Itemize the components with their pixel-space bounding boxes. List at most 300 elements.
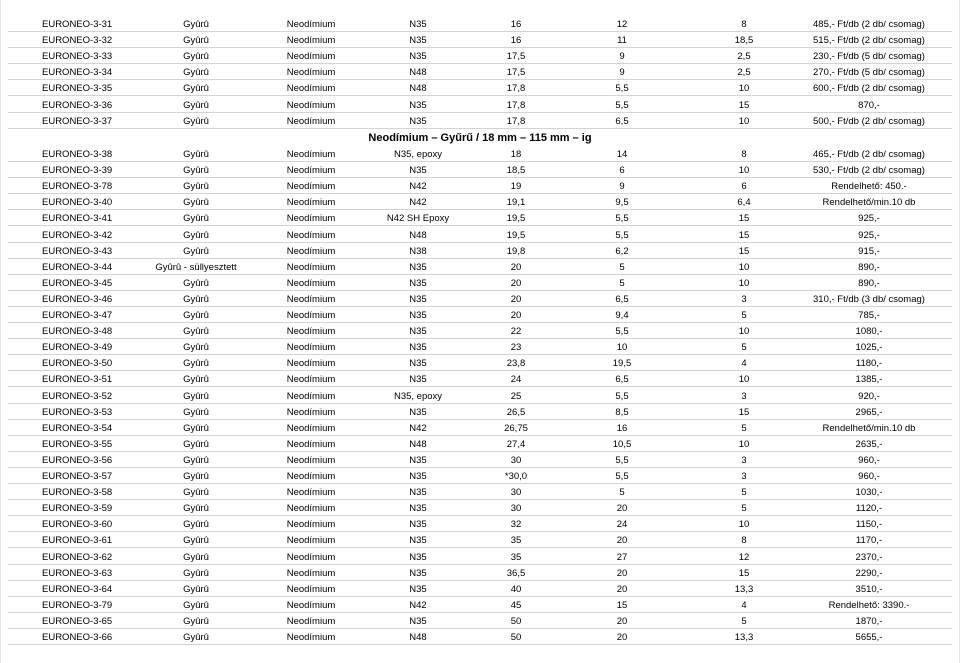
inner-diameter-cell: 20 <box>616 632 628 643</box>
shape-cell: Gyûrû <box>183 181 209 193</box>
price-cell: 600,- Ft/db (2 db/ csomag) <box>813 83 925 95</box>
shape-cell: Gyûrû <box>183 599 209 611</box>
inner-diameter-cell: 10,5 <box>612 438 632 450</box>
outer-diameter-cell: 23 <box>510 342 522 354</box>
grade-cell: N35 <box>409 277 427 289</box>
shape-cell: Gyûrû <box>183 632 209 643</box>
outer-diameter-cell: 40 <box>510 583 522 595</box>
outer-diameter-cell: 45 <box>510 599 522 611</box>
inner-diameter-cell: 5,5 <box>615 454 629 466</box>
outer-diameter-cell: 20 <box>510 293 522 305</box>
height-cell: 5 <box>741 342 747 354</box>
material-cell: Neodímium <box>286 551 336 563</box>
price-cell: 500,- Ft/db (2 db/ csomag) <box>813 115 925 127</box>
table-row <box>0 339 960 355</box>
price-cell: Rendelhető: 3390.- <box>828 599 910 611</box>
shape-cell: Gyûrû <box>183 245 209 257</box>
grade-cell: N35 <box>409 583 427 595</box>
height-cell: 8 <box>741 149 747 160</box>
material-cell: Neodímium <box>286 615 336 627</box>
price-cell: Rendelhető/min.10 db <box>822 422 916 434</box>
grade-cell: N35 <box>409 406 427 418</box>
price-cell: 1180,- <box>855 358 883 370</box>
height-cell: 10 <box>738 261 750 273</box>
table-row <box>0 436 960 452</box>
grade-cell: N42 <box>409 599 427 611</box>
inner-diameter-cell: 20 <box>616 535 628 547</box>
price-cell: 920,- <box>858 390 880 402</box>
table-row <box>0 80 960 96</box>
table-row <box>0 452 960 468</box>
inner-diameter-cell: 5,5 <box>615 229 629 241</box>
grade-cell: N35 <box>409 99 427 111</box>
outer-diameter-cell: 17,8 <box>506 83 526 95</box>
shape-cell: Gyûrû - süllyesztett <box>155 261 237 273</box>
product-code: EURONEO-3-41 <box>42 213 113 225</box>
product-code: EURONEO-3-66 <box>42 632 113 643</box>
table-row <box>0 420 960 436</box>
height-cell: 5 <box>741 422 747 434</box>
material-cell: Neodímium <box>286 599 336 611</box>
material-cell: Neodímium <box>286 374 336 386</box>
shape-cell: Gyûrû <box>183 551 209 563</box>
price-cell: Rendelhető: 450.- <box>831 181 907 193</box>
price-cell: 925,- <box>858 229 880 241</box>
grade-cell: N35 <box>409 293 427 305</box>
price-cell: 2290,- <box>855 567 883 579</box>
outer-diameter-cell: 20 <box>510 310 522 321</box>
shape-cell: Gyûrû <box>183 197 209 209</box>
table-row <box>0 565 960 581</box>
grade-cell: N42 SH Epoxy <box>386 213 450 225</box>
product-code: EURONEO-3-63 <box>42 567 113 579</box>
inner-diameter-cell: 6,5 <box>615 293 629 305</box>
price-cell: 2635,- <box>855 438 883 450</box>
table-row <box>0 613 960 629</box>
material-cell: Neodímium <box>286 454 336 466</box>
table-row <box>0 259 960 275</box>
table-row <box>0 484 960 500</box>
shape-cell: Gyûrû <box>183 35 209 47</box>
outer-diameter-cell: 30 <box>510 487 522 499</box>
product-code: EURONEO-3-60 <box>42 519 113 531</box>
outer-diameter-cell: 30 <box>510 454 522 466</box>
grade-cell: N35 <box>409 51 427 63</box>
table-row <box>0 194 960 210</box>
shape-cell: Gyûrû <box>183 358 209 370</box>
table-row <box>0 516 960 532</box>
inner-diameter-cell: 6,2 <box>615 245 629 257</box>
section-title: Neodímium – Gyűrű / 18 mm – 115 mm – ig <box>368 132 592 144</box>
shape-cell: Gyûrû <box>183 115 209 127</box>
material-cell: Neodímium <box>286 567 336 579</box>
outer-diameter-cell: 32 <box>510 519 522 531</box>
shape-cell: Gyûrû <box>183 438 209 450</box>
price-cell: 890,- <box>858 261 880 273</box>
height-cell: 3 <box>741 390 747 402</box>
outer-diameter-cell: 26,5 <box>506 406 526 418</box>
table-row <box>0 323 960 339</box>
shape-cell: Gyûrû <box>183 342 209 354</box>
price-cell: 1120,- <box>855 503 883 515</box>
height-cell: 15 <box>738 406 750 418</box>
table-row <box>0 468 960 484</box>
table-row <box>0 162 960 178</box>
height-cell: 8 <box>741 535 747 547</box>
material-cell: Neodímium <box>286 261 336 273</box>
grade-cell: N35 <box>409 310 427 321</box>
material-cell: Neodímium <box>286 19 336 30</box>
grade-cell: N35 <box>409 551 427 563</box>
inner-diameter-cell: 20 <box>616 583 628 595</box>
material-cell: Neodímium <box>286 245 336 257</box>
inner-diameter-cell: 12 <box>616 19 628 30</box>
shape-cell: Gyûrû <box>183 583 209 595</box>
material-cell: Neodímium <box>286 406 336 418</box>
height-cell: 4 <box>741 599 747 611</box>
table-row <box>0 64 960 80</box>
inner-diameter-cell: 8,5 <box>615 406 629 418</box>
product-code: EURONEO-3-59 <box>42 503 113 515</box>
table-row <box>0 146 960 162</box>
table-row <box>0 243 960 259</box>
inner-diameter-cell: 5 <box>619 277 625 289</box>
shape-cell: Gyûrû <box>183 277 209 289</box>
height-cell: 10 <box>738 374 750 386</box>
material-cell: Neodímium <box>286 115 336 127</box>
material-cell: Neodímium <box>286 149 336 160</box>
table-row <box>0 404 960 420</box>
shape-cell: Gyûrû <box>183 454 209 466</box>
inner-diameter-cell: 5,5 <box>615 213 629 225</box>
height-cell: 10 <box>738 519 750 531</box>
outer-diameter-cell: 19,8 <box>506 245 526 257</box>
shape-cell: Gyûrû <box>183 406 209 418</box>
shape-cell: Gyûrû <box>183 83 209 95</box>
product-code: EURONEO-3-47 <box>42 310 113 321</box>
product-code: EURONEO-3-42 <box>42 229 113 241</box>
grade-cell: N35 <box>409 326 427 338</box>
material-cell: Neodímium <box>286 293 336 305</box>
height-cell: 15 <box>738 567 750 579</box>
price-cell: 1030,- <box>855 487 883 499</box>
shape-cell: Gyûrû <box>183 503 209 515</box>
shape-cell: Gyûrû <box>183 487 209 499</box>
inner-diameter-cell: 10 <box>616 342 628 354</box>
shape-cell: Gyûrû <box>183 67 209 79</box>
material-cell: Neodímium <box>286 213 336 225</box>
product-code: EURONEO-3-46 <box>42 293 113 305</box>
product-code: EURONEO-3-49 <box>42 342 113 354</box>
outer-diameter-cell: 24 <box>510 374 522 386</box>
inner-diameter-cell: 15 <box>616 599 628 611</box>
height-cell: 2,5 <box>737 51 751 63</box>
inner-diameter-cell: 11 <box>617 35 627 47</box>
shape-cell: Gyûrû <box>183 471 209 482</box>
outer-diameter-cell: 19 <box>510 181 522 193</box>
height-cell: 10 <box>738 165 750 177</box>
shape-cell: Gyûrû <box>183 535 209 547</box>
product-code: EURONEO-3-34 <box>42 67 113 79</box>
product-code: EURONEO-3-31 <box>42 19 113 30</box>
outer-diameter-cell: 19,1 <box>506 197 526 209</box>
material-cell: Neodímium <box>286 519 336 531</box>
height-cell: 18,5 <box>734 35 754 47</box>
outer-diameter-cell: 22 <box>510 326 522 338</box>
grade-cell: N35 <box>409 19 427 30</box>
inner-diameter-cell: 6 <box>619 165 625 177</box>
grade-cell: N35 <box>409 615 427 627</box>
price-cell: 870,- <box>858 99 880 111</box>
price-cell: 785,- <box>858 310 880 321</box>
material-cell: Neodímium <box>286 229 336 241</box>
product-code: EURONEO-3-33 <box>42 51 113 63</box>
product-code: EURONEO-3-45 <box>42 277 113 289</box>
table-row <box>0 388 960 404</box>
height-cell: 3 <box>741 293 747 305</box>
price-cell: 270,- Ft/db (5 db/ csomag) <box>813 67 925 79</box>
outer-diameter-cell: 50 <box>510 632 522 643</box>
shape-cell: Gyûrû <box>183 567 209 579</box>
product-code: EURONEO-3-36 <box>42 99 113 111</box>
inner-diameter-cell: 9,5 <box>615 197 629 209</box>
grade-cell: N35 <box>409 358 427 370</box>
material-cell: Neodímium <box>286 99 336 111</box>
table-row <box>0 597 960 613</box>
grade-cell: N48 <box>409 67 427 79</box>
table-row <box>0 307 960 323</box>
grade-cell: N35 <box>409 471 427 482</box>
table-row <box>0 291 960 307</box>
outer-diameter-cell: 50 <box>510 615 522 627</box>
height-cell: 12 <box>738 551 750 563</box>
inner-diameter-cell: 20 <box>616 567 628 579</box>
price-cell: 485,- Ft/db (2 db/ csomag) <box>813 19 925 30</box>
height-cell: 10 <box>738 83 750 95</box>
product-code: EURONEO-3-37 <box>42 115 113 127</box>
price-cell: 1025,- <box>855 342 883 354</box>
material-cell: Neodímium <box>286 471 336 482</box>
price-cell: 530,- Ft/db (2 db/ csomag) <box>813 165 925 177</box>
shape-cell: Gyûrû <box>183 99 209 111</box>
table-row <box>0 532 960 548</box>
price-cell: 925,- <box>858 213 880 225</box>
grade-cell: N35, epoxy <box>393 149 443 160</box>
inner-diameter-cell: 9 <box>619 181 625 193</box>
product-code: EURONEO-3-32 <box>42 35 113 47</box>
outer-diameter-cell: 16 <box>510 19 522 30</box>
material-cell: Neodímium <box>286 535 336 547</box>
product-code: EURONEO-3-58 <box>42 487 113 499</box>
shape-cell: Gyûrû <box>183 19 209 30</box>
grade-cell: N35 <box>409 374 427 386</box>
inner-diameter-cell: 5,5 <box>615 471 629 482</box>
inner-diameter-cell: 5 <box>619 487 625 499</box>
price-cell: 5655,- <box>855 632 883 643</box>
outer-diameter-cell: 25 <box>510 390 522 402</box>
outer-diameter-cell: 26,75 <box>504 422 528 434</box>
grade-cell: N48 <box>409 632 427 643</box>
product-code: EURONEO-3-79 <box>42 599 113 611</box>
product-code: EURONEO-3-39 <box>42 165 113 177</box>
shape-cell: Gyûrû <box>183 165 209 177</box>
product-code: EURONEO-3-40 <box>42 197 113 209</box>
material-cell: Neodímium <box>286 358 336 370</box>
material-cell: Neodímium <box>286 67 336 79</box>
outer-diameter-cell: 27,4 <box>506 438 526 450</box>
product-code: EURONEO-3-51 <box>42 374 113 386</box>
shape-cell: Gyûrû <box>183 229 209 241</box>
outer-diameter-cell: 19,5 <box>506 229 526 241</box>
shape-cell: Gyûrû <box>183 149 209 160</box>
outer-diameter-cell: 35 <box>510 535 522 547</box>
table-row <box>0 371 960 387</box>
table-row <box>0 500 960 516</box>
inner-diameter-cell: 9,4 <box>615 310 629 321</box>
price-cell: 1150,- <box>855 519 883 531</box>
material-cell: Neodímium <box>286 438 336 450</box>
inner-diameter-cell: 24 <box>616 519 628 531</box>
table-row <box>0 581 960 597</box>
grade-cell: N35 <box>409 519 427 531</box>
product-code: EURONEO-3-50 <box>42 358 113 370</box>
grade-cell: N35 <box>409 261 427 273</box>
outer-diameter-cell: 17,8 <box>506 99 526 111</box>
height-cell: 5 <box>741 487 747 499</box>
table-row <box>0 16 960 32</box>
price-cell: 230,- Ft/db (5 db/ csomag) <box>813 51 925 63</box>
price-cell: 960,- <box>858 454 880 466</box>
outer-diameter-cell: 16 <box>510 35 522 47</box>
product-code: EURONEO-3-78 <box>42 181 113 193</box>
outer-diameter-cell: 36,5 <box>506 567 526 579</box>
product-code: EURONEO-3-52 <box>42 390 113 402</box>
outer-diameter-cell: 23,8 <box>506 358 526 370</box>
product-code: EURONEO-3-44 <box>42 261 113 273</box>
inner-diameter-cell: 5 <box>619 261 625 273</box>
table-row <box>0 549 960 565</box>
height-cell: 15 <box>738 99 750 111</box>
table-row <box>0 48 960 64</box>
height-cell: 10 <box>738 438 750 450</box>
table-row <box>0 355 960 371</box>
height-cell: 4 <box>741 358 747 370</box>
shape-cell: Gyûrû <box>183 326 209 338</box>
shape-cell: Gyûrû <box>183 390 209 402</box>
table-row <box>0 32 960 48</box>
inner-diameter-cell: 5,5 <box>615 83 629 95</box>
height-cell: 13,3 <box>734 583 754 595</box>
material-cell: Neodímium <box>286 390 336 402</box>
price-cell: 890,- <box>858 277 880 289</box>
material-cell: Neodímium <box>286 277 336 289</box>
price-cell: 465,- Ft/db (2 db/ csomag) <box>813 149 925 160</box>
inner-diameter-cell: 16 <box>616 422 628 434</box>
height-cell: 2,5 <box>737 67 751 79</box>
height-cell: 13,3 <box>734 632 754 643</box>
outer-diameter-cell: 30 <box>510 503 522 515</box>
outer-diameter-cell: *30,0 <box>504 471 528 482</box>
table-row <box>0 113 960 129</box>
table-row <box>0 97 960 113</box>
product-code: EURONEO-3-62 <box>42 551 113 563</box>
material-cell: Neodímium <box>286 632 336 643</box>
inner-diameter-cell: 6,5 <box>615 115 629 127</box>
grade-cell: N48 <box>409 229 427 241</box>
table-row <box>0 178 960 194</box>
material-cell: Neodímium <box>286 583 336 595</box>
grade-cell: N38 <box>409 245 427 257</box>
price-cell: 3510,- <box>855 583 883 595</box>
material-cell: Neodímium <box>286 310 336 321</box>
shape-cell: Gyûrû <box>183 422 209 434</box>
outer-diameter-cell: 20 <box>510 277 522 289</box>
material-cell: Neodímium <box>286 326 336 338</box>
height-cell: 6 <box>741 181 747 193</box>
grade-cell: N48 <box>409 83 427 95</box>
shape-cell: Gyûrû <box>183 51 209 63</box>
inner-diameter-cell: 5,5 <box>615 326 629 338</box>
product-code: EURONEO-3-64 <box>42 583 113 595</box>
product-code: EURONEO-3-43 <box>42 245 113 257</box>
outer-diameter-cell: 17,5 <box>506 67 526 79</box>
material-cell: Neodímium <box>286 503 336 515</box>
table-row <box>0 629 960 645</box>
grade-cell: N42 <box>409 197 427 209</box>
height-cell: 15 <box>738 213 750 225</box>
shape-cell: Gyûrû <box>183 293 209 305</box>
outer-diameter-cell: 18,5 <box>506 165 526 177</box>
inner-diameter-cell: 5,5 <box>615 390 629 402</box>
grade-cell: N35 <box>409 165 427 177</box>
height-cell: 3 <box>741 471 747 482</box>
grade-cell: N35 <box>409 35 427 47</box>
price-cell: 2370,- <box>855 551 883 563</box>
inner-diameter-cell: 19,5 <box>612 358 632 370</box>
price-cell: 1170,- <box>855 535 883 547</box>
material-cell: Neodímium <box>286 181 336 193</box>
height-cell: 10 <box>738 115 750 127</box>
price-cell: 960,- <box>858 471 880 482</box>
price-cell: 310,- Ft/db (3 db/ csomag) <box>813 293 925 305</box>
height-cell: 5 <box>741 310 747 321</box>
height-cell: 3 <box>741 454 747 466</box>
grade-cell: N35 <box>409 342 427 354</box>
grade-cell: N35 <box>409 487 427 499</box>
product-code: EURONEO-3-35 <box>42 83 113 95</box>
shape-cell: Gyûrû <box>183 519 209 531</box>
price-cell: 1385,- <box>855 374 883 386</box>
table-row <box>0 227 960 243</box>
outer-diameter-cell: 17,5 <box>506 51 526 63</box>
shape-cell: Gyûrû <box>183 615 209 627</box>
price-cell: 1080,- <box>855 326 883 338</box>
grade-cell: N35 <box>409 454 427 466</box>
height-cell: 15 <box>738 229 750 241</box>
material-cell: Neodímium <box>286 51 336 63</box>
material-cell: Neodímium <box>286 487 336 499</box>
outer-diameter-cell: 17,8 <box>506 115 526 127</box>
table-row <box>0 275 960 291</box>
grade-cell: N35 <box>409 115 427 127</box>
product-code: EURONEO-3-57 <box>42 471 113 482</box>
inner-diameter-cell: 14 <box>616 149 628 160</box>
product-code: EURONEO-3-61 <box>42 535 113 547</box>
inner-diameter-cell: 5,5 <box>615 99 629 111</box>
price-cell: 1870,- <box>855 615 883 627</box>
price-cell: 515,- Ft/db (2 db/ csomag) <box>813 35 925 47</box>
inner-diameter-cell: 27 <box>616 551 628 563</box>
